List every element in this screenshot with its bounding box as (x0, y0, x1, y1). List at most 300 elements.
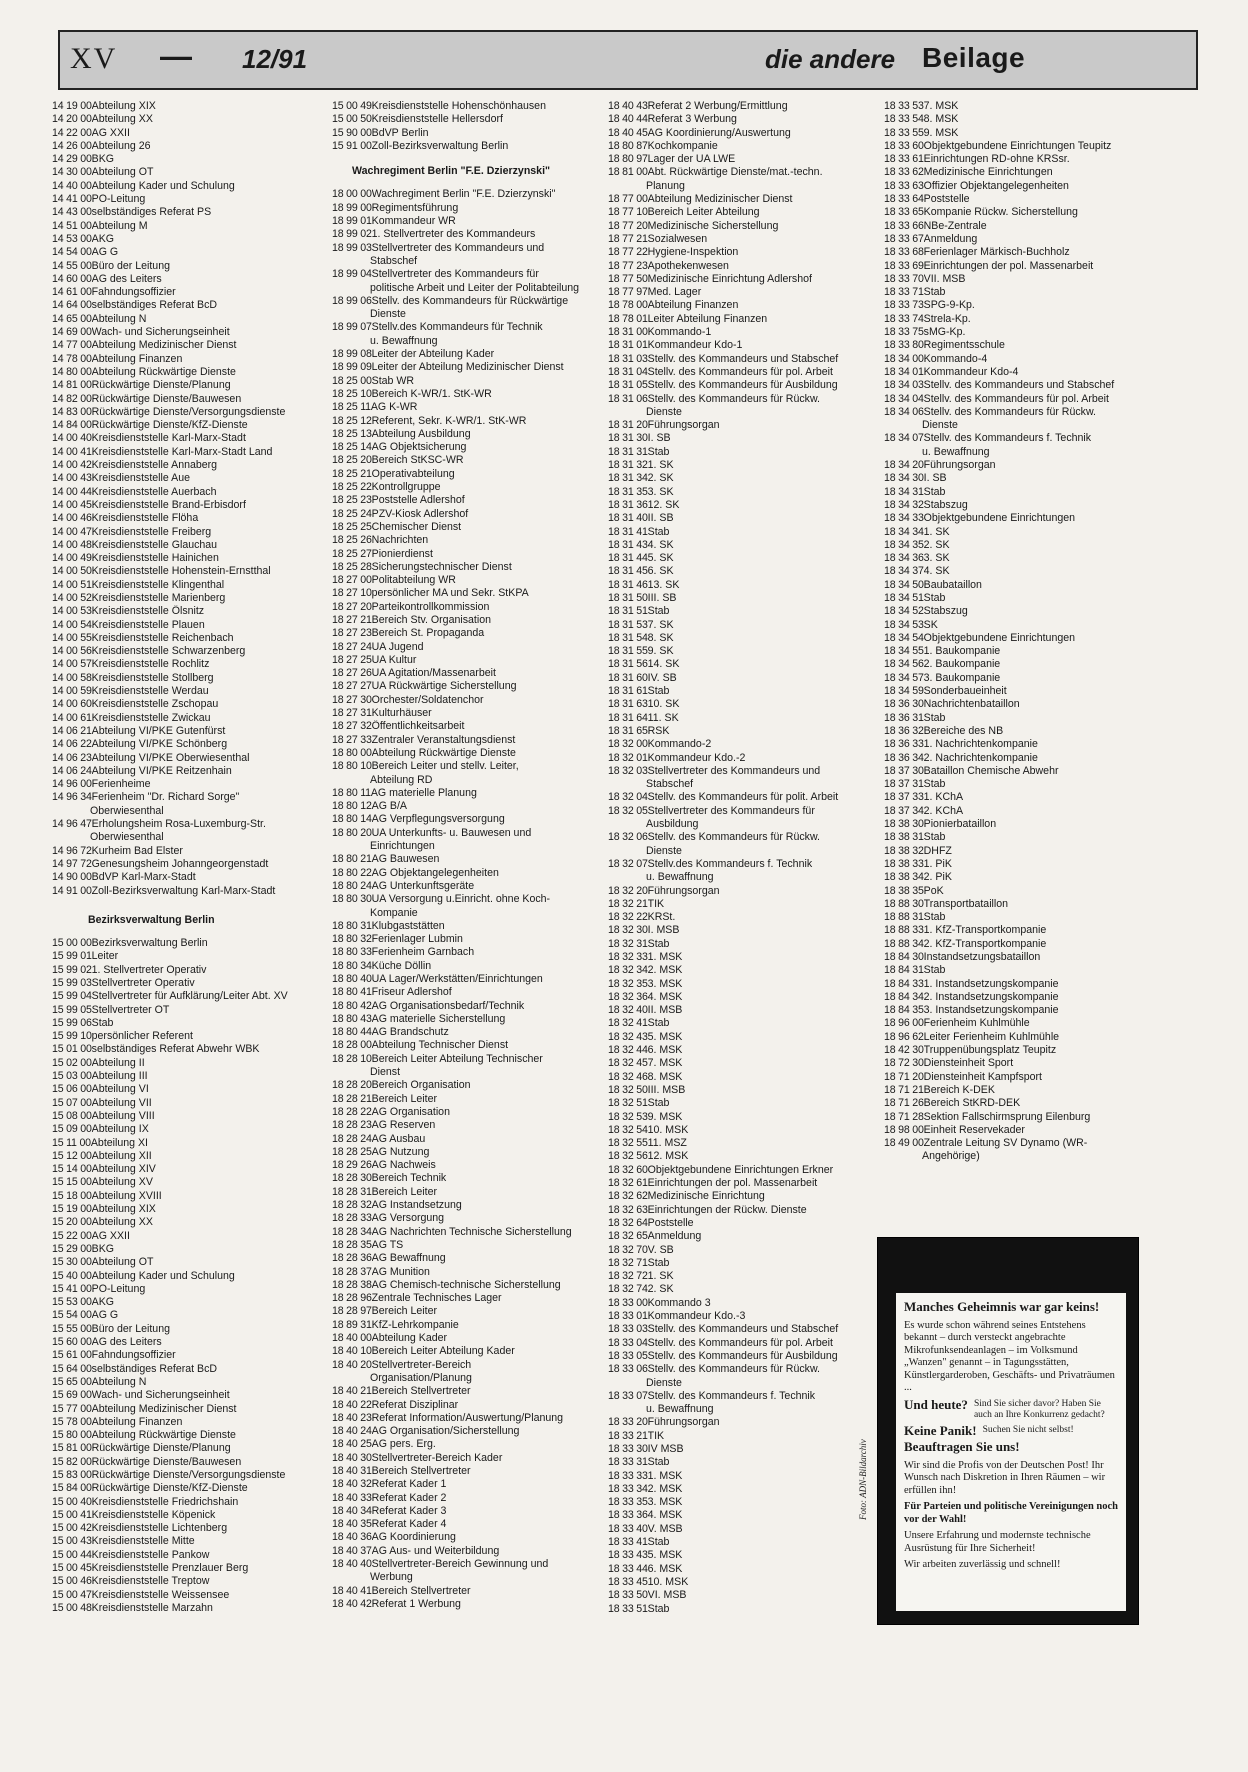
entry-code: 18 36 34 (884, 751, 924, 764)
entry-label: Kreisdienststelle Rochlitz (91, 658, 210, 671)
entry-label: Abteilung XVIII (91, 1189, 162, 1202)
entry-label: 3. MSK (647, 977, 683, 990)
entry-label: 9. MSK (923, 126, 959, 139)
list-item (332, 113, 604, 126)
list-item (608, 871, 880, 884)
entry-code: 18 32 44 (608, 1044, 648, 1057)
list-item (884, 1071, 1150, 1084)
list-item (52, 1589, 322, 1602)
entry-label: AG Objektsicherung (371, 441, 467, 454)
entry-label: Dienste (922, 419, 958, 432)
entry-code: 18 40 22 (332, 1398, 372, 1411)
list-item (608, 1111, 880, 1124)
list-item (608, 486, 880, 499)
entry-code: 15 30 00 (52, 1256, 92, 1269)
entry-code: 18 28 20 (332, 1079, 372, 1092)
entry-label: Abteilung XV (91, 1176, 153, 1189)
entry-list (52, 100, 322, 898)
entry-code: 18 32 20 (608, 884, 648, 897)
entry-label: 1. MSK (647, 951, 683, 963)
entry-code: 14 51 00 (52, 219, 92, 232)
entry-label: Poststelle (923, 193, 970, 206)
list-item (52, 845, 322, 858)
list-item (608, 499, 880, 512)
entry-label: AG des Leiters (91, 272, 162, 285)
list-item (52, 672, 322, 685)
entry-code: 15 00 43 (52, 1535, 92, 1548)
entry-label: Rückwärtige Dienste/Planung (91, 1442, 231, 1455)
list-item (608, 818, 880, 831)
entry-label: Abteilung Rückwärtige Dienste (91, 1429, 236, 1442)
entry-code: 18 28 22 (332, 1105, 372, 1118)
entry-code: 18 34 35 (884, 538, 924, 551)
list-item (608, 1563, 880, 1576)
entry-code (608, 1403, 646, 1416)
entry-code (608, 845, 646, 858)
entry-label: Objektgebundene Einrichtungen Teupitz (923, 139, 1112, 152)
entry-code: 14 91 00 (52, 884, 92, 897)
entry-code: 18 37 30 (884, 764, 924, 777)
list-item (884, 193, 1150, 206)
entry-label: Ferienheim Kuhlmühle (923, 1017, 1030, 1030)
entry-code: 18 71 20 (884, 1070, 924, 1083)
entry-code: 18 33 45 (608, 1575, 648, 1588)
entry-label: Bereich StKSC-WR (371, 454, 464, 467)
entry-label: Stellvertreter des Kommandeurs für (647, 804, 815, 817)
entry-code: 18 99 09 (332, 361, 372, 374)
entry-label: 4. MSK (647, 990, 683, 1003)
list-item (332, 100, 604, 113)
list-item (608, 579, 880, 592)
entry-code: 18 28 00 (332, 1039, 372, 1052)
entry-code: 18 31 34 (608, 472, 648, 485)
entry-code: 18 32 61 (608, 1177, 648, 1190)
entry-label: Abteilung Ausbildung (371, 427, 471, 440)
list-item (52, 1057, 322, 1070)
entry-label: Kommando-4 (923, 352, 988, 365)
entry-code: 18 28 96 (332, 1292, 372, 1305)
entry-code: 18 40 32 (332, 1478, 372, 1491)
entry-code: 18 32 01 (608, 751, 648, 764)
list-item (332, 813, 604, 826)
entry-code: 18 31 44 (608, 552, 648, 565)
entry-code: 15 09 00 (52, 1123, 92, 1136)
entry-code: 18 96 62 (884, 1030, 924, 1043)
entry-label: Abteilung VI/PKE Reitzenhain (91, 764, 232, 777)
list-item (52, 1270, 322, 1283)
entry-label: Abteilung Kader und Schulung (91, 179, 235, 192)
list-item (608, 1097, 880, 1110)
entry-label: 1. KChA (923, 791, 964, 804)
issue-number: 12/91 (242, 44, 308, 74)
list-item (884, 1004, 1150, 1017)
header-dash: — (160, 38, 192, 74)
list-item (332, 840, 604, 853)
entry-label: Organisation/Planung (370, 1371, 472, 1384)
entry-code: 18 31 06 (608, 392, 648, 405)
list-item (332, 760, 604, 773)
list-item (608, 725, 880, 738)
entry-label: Ferienlager Lubmin (371, 933, 463, 946)
entry-label: 8. MSK (923, 113, 959, 126)
entry-code: 18 33 53 (884, 100, 924, 112)
entry-code: 18 36 31 (884, 711, 924, 724)
list-item (884, 818, 1150, 831)
entry-code (884, 419, 922, 432)
entry-code: 18 34 37 (884, 565, 924, 578)
list-item (52, 393, 322, 406)
entry-code: 14 00 46 (52, 512, 92, 525)
list-item (332, 561, 604, 574)
list-item (332, 720, 604, 733)
list-item (884, 1044, 1150, 1057)
entry-code: 15 53 00 (52, 1296, 92, 1309)
entry-label: 4. SK (647, 538, 674, 551)
entry-label: AG Nachrichten Technische Sicherstellung (371, 1225, 572, 1238)
entry-label: Kompanie (370, 906, 418, 919)
entry-label: selbständiges Referat Abwehr WBK (91, 1043, 260, 1056)
entry-code (608, 778, 646, 791)
entry-code: 18 28 32 (332, 1199, 372, 1212)
entry-code: 18 34 20 (884, 459, 924, 472)
entry-label: 2. MSK (647, 964, 683, 977)
entry-label: Stellv. des Kommandeurs und Stabschef (647, 1323, 839, 1336)
entry-label: SPG-9-Kp. (923, 299, 975, 312)
list-item (884, 725, 1150, 738)
entry-label: Strela-Kp. (923, 312, 971, 325)
entry-label: Rückwärtige Dienste/KfZ-Dienste (91, 1482, 248, 1495)
entry-code: 18 33 40 (608, 1522, 648, 1535)
list-item (884, 166, 1150, 179)
entry-code: 15 00 41 (52, 1508, 92, 1521)
list-item (608, 1017, 880, 1030)
entry-code: 18 31 56 (608, 658, 648, 671)
entry-code: 14 77 00 (52, 339, 92, 352)
entry-label: Kreisdienststelle Flöha (91, 512, 199, 525)
entry-code: 18 80 22 (332, 866, 372, 879)
entry-code: 15 65 00 (52, 1375, 92, 1388)
entry-code: 18 80 00 (332, 746, 372, 759)
list-item (608, 1390, 880, 1403)
entry-code: 18 33 33 (608, 1469, 648, 1482)
list-item (52, 805, 322, 818)
entry-code: 18 84 35 (884, 1004, 924, 1017)
entry-code: 15 14 00 (52, 1163, 92, 1176)
list-item (52, 353, 322, 366)
entry-code: 15 01 00 (52, 1043, 92, 1056)
list-item (884, 206, 1150, 219)
entry-code: 18 27 00 (332, 574, 372, 587)
entry-code: 15 60 00 (52, 1336, 92, 1349)
entry-label: Führungsorgan (647, 884, 720, 897)
entry-label: AG TS (371, 1238, 404, 1251)
list-item (52, 964, 322, 977)
entry-code: 18 84 31 (884, 964, 924, 977)
entry-code: 15 81 00 (52, 1442, 92, 1455)
list-item (52, 1469, 322, 1482)
entry-code: 18 34 52 (884, 605, 924, 618)
entry-label: persönlicher MA und Sekr. StKPA (371, 587, 529, 600)
entry-label: u. Bewaffnung (922, 445, 990, 458)
list-item (608, 419, 880, 432)
entry-code: 18 31 32 (608, 459, 648, 472)
list-item (608, 526, 880, 539)
entry-label: Oberwiesenthal (90, 831, 164, 844)
list-item (884, 153, 1150, 166)
entry-code: 18 80 42 (332, 999, 372, 1012)
list-item (52, 605, 322, 618)
entry-label: Kreisdienststelle Reichenbach (91, 631, 234, 644)
entry-label: Abt. Rückwärtige Dienste/mat.-techn. (647, 166, 823, 179)
entry-label: 8. SK (647, 631, 674, 644)
entry-code: 18 80 20 (332, 826, 372, 839)
entry-label: AG Bauwesen (371, 853, 440, 866)
entry-code: 18 77 00 (608, 193, 648, 206)
list-item (332, 308, 604, 321)
list-item (332, 627, 604, 640)
list-item (52, 472, 322, 485)
list-item (52, 1389, 322, 1402)
entry-code: 18 31 40 (608, 512, 648, 525)
entry-code: 18 34 03 (884, 379, 924, 392)
list-item (52, 592, 322, 605)
entry-code: 18 33 75 (884, 326, 924, 339)
entry-code: 18 34 07 (884, 432, 924, 445)
entry-code: 18 33 43 (608, 1549, 648, 1562)
entry-label: BdVP Berlin (371, 126, 429, 139)
list-item (608, 1549, 880, 1562)
entry-code: 18 33 04 (608, 1336, 648, 1349)
list-item (332, 1585, 604, 1598)
list-item (884, 127, 1150, 140)
list-item (332, 667, 604, 680)
list-item (608, 565, 880, 578)
ad-call-to-action: Beauftragen Sie uns! (904, 1439, 1020, 1454)
entry-code: 18 31 05 (608, 379, 648, 392)
entry-code: 18 32 74 (608, 1283, 648, 1296)
entry-label: 13. SK (647, 578, 680, 591)
entry-code: 18 88 30 (884, 897, 924, 910)
entry-code: 15 82 00 (52, 1455, 92, 1468)
entry-code: 18 31 31 (608, 445, 648, 458)
entry-label: Stellv. des Kommandeurs für pol. Arbeit (647, 365, 833, 378)
entry-code: 18 80 14 (332, 813, 372, 826)
list-item (332, 1545, 604, 1558)
list-item (52, 1349, 322, 1362)
list-item (608, 1509, 880, 1522)
list-item (332, 1226, 604, 1239)
entry-label: Sonderbaueinheit (923, 685, 1007, 698)
list-item (608, 406, 880, 419)
entry-code: 18 80 32 (332, 933, 372, 946)
entry-label: Apothekenwesen (647, 259, 729, 272)
list-item (332, 601, 604, 614)
entry-label: Kreisdienststelle Karl-Marx-Stadt (91, 432, 246, 445)
entry-label: Abteilung Rückwärtige Dienste (371, 746, 516, 759)
entry-code: 14 20 00 (52, 113, 92, 126)
entry-label: Abteilung XX (91, 113, 153, 126)
entry-label: Stellv. des Kommandeurs für Ausbildung (647, 1349, 838, 1362)
entry-label: UA Rückwärtige Sicherstellung (371, 680, 517, 693)
entry-label: Erholungsheim Rosa-Luxemburg-Str. (91, 818, 266, 831)
entry-label: Kreisdienststelle Prenzlauer Berg (91, 1562, 249, 1575)
entry-code: 18 32 06 (608, 831, 648, 844)
entry-code: 18 77 20 (608, 219, 648, 232)
list-item (52, 725, 322, 738)
list-item (608, 100, 880, 113)
entry-code: 15 91 00 (332, 139, 372, 152)
entry-label: Stellv. des Kommandeurs für Rückwärtige (371, 294, 569, 307)
list-item (608, 645, 880, 658)
list-item (332, 1000, 604, 1013)
entry-code: 18 78 01 (608, 312, 648, 325)
entry-label: Abteilung XI (90, 1136, 148, 1149)
list-item (608, 1589, 880, 1602)
entry-code: 18 34 00 (884, 352, 924, 365)
entry-label: 2. PiK (923, 871, 952, 884)
entry-label: 2. SK (923, 538, 950, 551)
entry-code: 14 00 43 (52, 472, 92, 485)
entry-code: 18 25 11 (332, 401, 371, 414)
entry-label: SK (923, 618, 938, 631)
entry-code: 15 40 00 (52, 1269, 92, 1282)
list-item (52, 1549, 322, 1562)
entry-code: 14 41 00 (52, 193, 92, 206)
entry-label: Öffentlichkeitsarbeit (371, 720, 465, 733)
list-item (332, 574, 604, 587)
section-heading: Bezirksverwaltung Berlin (88, 913, 215, 926)
entry-code: 15 00 46 (52, 1575, 92, 1588)
entry-list (608, 100, 880, 1616)
entry-label: Kommandeur Kdo.-2 (647, 751, 746, 764)
list-item (608, 379, 880, 392)
entry-code: 18 96 00 (884, 1017, 924, 1030)
entry-code: 18 40 40 (332, 1558, 372, 1571)
list-item (52, 1163, 322, 1176)
entry-label: Stellvertreter-Bereich Gewinnung und (371, 1558, 549, 1571)
entry-label: Einrichtungen der Rückw. Dienste (647, 1203, 807, 1216)
entry-label: Bereich Leiter Abteilung (647, 206, 760, 219)
list-item (332, 800, 604, 813)
entry-code: 14 43 00 (52, 206, 92, 219)
entry-code: 18 77 23 (608, 259, 648, 272)
list-item (52, 1575, 322, 1588)
entry-code: 18 33 51 (608, 1602, 648, 1615)
entry-code: 18 32 72 (608, 1270, 648, 1283)
entry-label: PoK (923, 884, 944, 897)
entry-code: 18 28 31 (332, 1185, 372, 1198)
list-item (52, 512, 322, 525)
list-item (884, 379, 1150, 392)
entry-label: Bereich K-DEK (923, 1083, 995, 1096)
list-item (884, 313, 1150, 326)
entry-code: 18 00 00 (332, 188, 372, 201)
entry-label: Objektgebundene Einrichtungen (923, 512, 1076, 525)
entry-code: 18 33 55 (884, 126, 924, 139)
list-item (52, 1190, 322, 1203)
entry-code: 18 33 62 (884, 166, 924, 179)
entry-label: Referat 2 Werbung/Ermittlung (647, 100, 788, 112)
list-item (884, 419, 1150, 432)
list-item (884, 964, 1150, 977)
entry-code (52, 805, 90, 818)
entry-label: AG Ausbau (371, 1132, 426, 1145)
entry-code: 18 31 36 (608, 498, 648, 511)
entry-code: 18 28 33 (332, 1212, 372, 1225)
entry-code: 15 99 04 (52, 990, 92, 1003)
entry-code: 18 40 36 (332, 1531, 372, 1544)
entry-label: Leiter (91, 950, 119, 963)
entry-code: 15 03 00 (52, 1070, 92, 1083)
entry-code: 18 29 26 (332, 1159, 372, 1172)
entry-label: u. Bewaffnung (646, 871, 714, 884)
list-item (332, 787, 604, 800)
list-item (332, 534, 604, 547)
entry-code: 18 27 10 (332, 587, 372, 600)
entry-label: Medizinische Einrichtung (647, 1190, 765, 1203)
entry-code: 18 31 01 (608, 339, 648, 352)
entry-code: 18 80 40 (332, 973, 372, 985)
list-item (52, 765, 322, 778)
entry-label: III. SB (647, 591, 677, 604)
list-item (332, 1478, 604, 1491)
list-item (332, 946, 604, 959)
entry-code: 18 31 53 (608, 618, 648, 631)
list-item (52, 193, 322, 206)
entry-label: Bereich Stellvertreter (371, 1584, 471, 1597)
issue-roman: XV (70, 42, 118, 75)
entry-code: 18 31 51 (608, 605, 648, 618)
entry-code: 18 99 04 (332, 268, 372, 281)
list-item (884, 791, 1150, 804)
entry-label: Abteilung VI/PKE Oberwiesenthal (91, 751, 250, 764)
entry-label: UA Jugend (371, 640, 424, 653)
list-item (608, 1310, 880, 1323)
list-item (332, 907, 604, 920)
list-item (332, 228, 604, 241)
entry-label: Stellv. des Kommandeurs für Rückw. (647, 1363, 820, 1376)
entry-label: AG G (91, 1309, 119, 1322)
entry-label: KfZ-Lehrkompanie (371, 1318, 459, 1331)
entry-label: Genesungsheim Johanngeorgenstadt (91, 857, 269, 870)
entry-code: 18 33 50 (608, 1589, 648, 1602)
entry-label: 12. MSK (647, 1150, 689, 1163)
list-item (608, 938, 880, 951)
list-item (608, 1177, 880, 1190)
entry-code (332, 774, 370, 787)
entry-code: 14 55 00 (52, 259, 92, 272)
entry-code: 15 00 48 (52, 1601, 92, 1614)
entry-code: 18 33 21 (608, 1429, 648, 1442)
entry-code: 18 38 34 (884, 871, 924, 884)
list-item (332, 1465, 604, 1478)
list-item (52, 446, 322, 459)
entry-label: Kreisdienststelle Marienberg (91, 591, 226, 604)
entry-code: 18 34 30 (884, 472, 924, 485)
entry-label: NBe-Zentrale (923, 219, 987, 232)
entry-code: 14 00 55 (52, 631, 92, 644)
entry-label: Stab (923, 911, 946, 924)
list-item (52, 366, 322, 379)
list-item (52, 1110, 322, 1123)
entry-label: u. Bewaffnung (646, 1403, 714, 1416)
entry-label: IV. SB (647, 671, 677, 684)
entry-code: 14 00 52 (52, 591, 92, 604)
entry-label: Kreisdienststelle Freiberg (91, 525, 212, 538)
entry-label: Stab (647, 937, 670, 950)
list-item (52, 1203, 322, 1216)
list-item (52, 486, 322, 499)
